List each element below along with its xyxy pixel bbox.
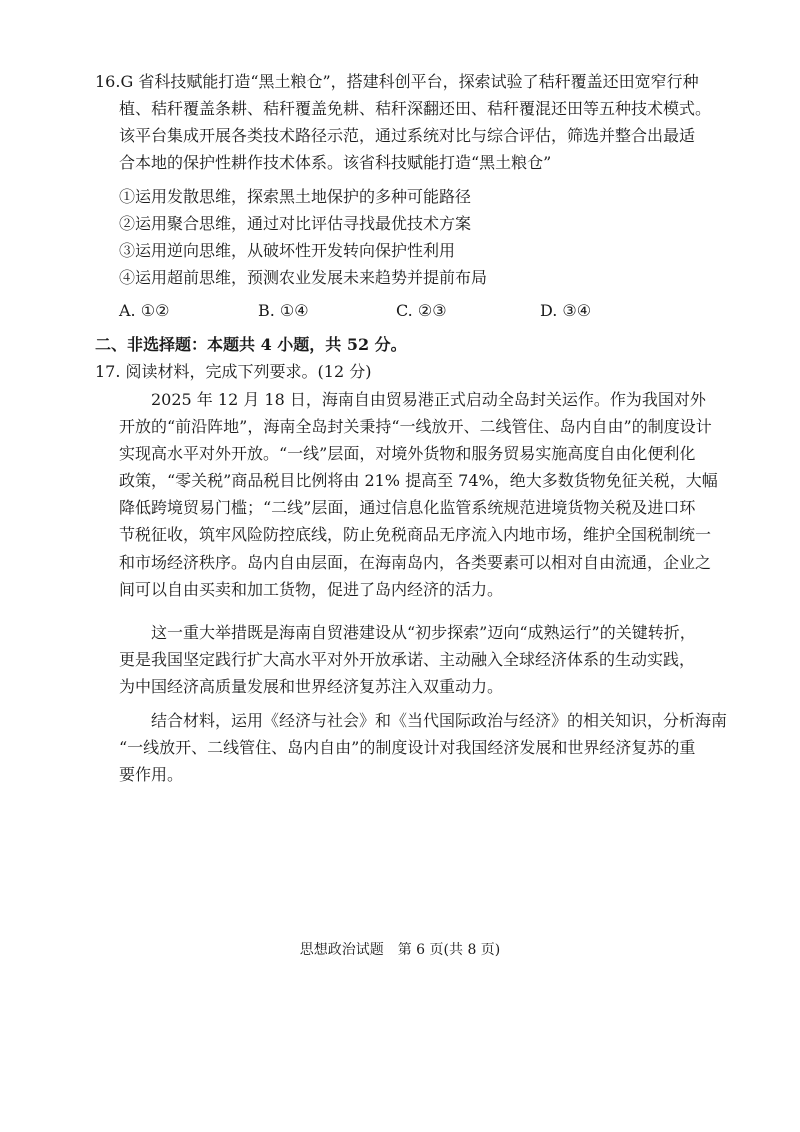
- q17-para2-line-3: 为中国经济高质量发展和世界经济复苏注入双重动力。: [119, 677, 504, 696]
- q17-task-line-3: 要作用。: [119, 765, 184, 784]
- q17-para1-line-2: 开放的“前沿阵地”，海南全岛封关秉持“一线放开、二线管住、岛内自由”的制度设计: [119, 417, 712, 436]
- q16-line-4: 合本地的保护性耕作技术体系。该省科技赋能打造“黑土粮仓”: [119, 153, 552, 172]
- q17-para1-line-7: 和市场经济秩序。岛内自由层面，在海南岛内，各类要素可以相对自由流通，企业之: [119, 553, 712, 572]
- q17-para1-line-1: 2025 年 12 月 18 日，海南自由贸易港正式启动全岛封关运作。作为我国对外: [151, 390, 706, 409]
- q16-statement-2: ②运用聚合思维，通过对比评估寻找最优技术方案: [119, 214, 472, 233]
- section-heading: 二、非选择题：本题共 4 小题，共 52 分。: [95, 335, 407, 354]
- q16-line-1: 16.G 省科技赋能打造“黑土粮仓”，搭建科创平台，探索试验了秸秆覆盖还田宽窄行种: [95, 72, 699, 91]
- q17-heading: 17. 阅读材料，完成下列要求。(12 分): [95, 362, 372, 381]
- page-footer: 思想政治试题 第 6 页(共 8 页): [299, 942, 501, 958]
- q17-para1-line-8: 间可以自由买卖和加工货物，促进了岛内经济的活力。: [119, 580, 504, 599]
- q16-option-d: D. ③④: [540, 301, 592, 320]
- q16-option-b: B. ①④: [258, 301, 309, 320]
- q17-para2-line-1: 这一重大举措既是海南自贸港建设从“初步探索”迈向“成熟运行”的关键转折，: [151, 623, 696, 642]
- q16-line-3: 该平台集成开展各类技术路径示范，通过系统对比与综合评估，筛选并整合出最适: [119, 126, 696, 145]
- q16-statement-1: ①运用发散思维，探索黑土地保护的多种可能路径: [119, 187, 472, 206]
- q17-para2-line-2: 更是我国坚定践行扩大高水平对外开放承诺、主动融入全球经济体系的生动实践，: [119, 650, 696, 669]
- q16-option-a: A. ①②: [119, 301, 170, 320]
- q17-task-line-2: “一线放开、二线管住、岛内自由”的制度设计对我国经济发展和世界经济复苏的重: [119, 738, 696, 757]
- q17-para1-line-5: 降低跨境贸易门槛；“二线”层面，通过信息化监管系统规范进境货物关税及进口环: [119, 498, 696, 517]
- q16-statement-3: ③运用逆向思维，从破坏性开发转向保护性利用: [119, 241, 456, 260]
- q16-line-2: 植、秸秆覆盖条耕、秸秆覆盖免耕、秸秆深翻还田、秸秆覆混还田等五种技术模式。: [119, 99, 712, 118]
- q17-para1-line-6: 节税征收，筑牢风险防控底线，防止免税商品无序流入内地市场，维护全国税制统一: [119, 525, 712, 544]
- q17-para1-line-4: 政策，“零关税”商品税目比例将由 21% 提高至 74%，绝大多数货物免征关税，大幅: [119, 471, 718, 490]
- q16-option-c: C. ②③: [396, 301, 447, 320]
- q16-statement-4: ④运用超前思维，预测农业发展未来趋势并提前布局: [119, 268, 488, 287]
- q17-task-line-1: 结合材料，运用《经济与社会》和《当代国际政治与经济》的相关知识，分析海南: [151, 711, 728, 730]
- q17-para1-line-3: 实现高水平对外开放。“一线”层面，对境外货物和服务贸易实施高度自由化便利化: [119, 444, 696, 463]
